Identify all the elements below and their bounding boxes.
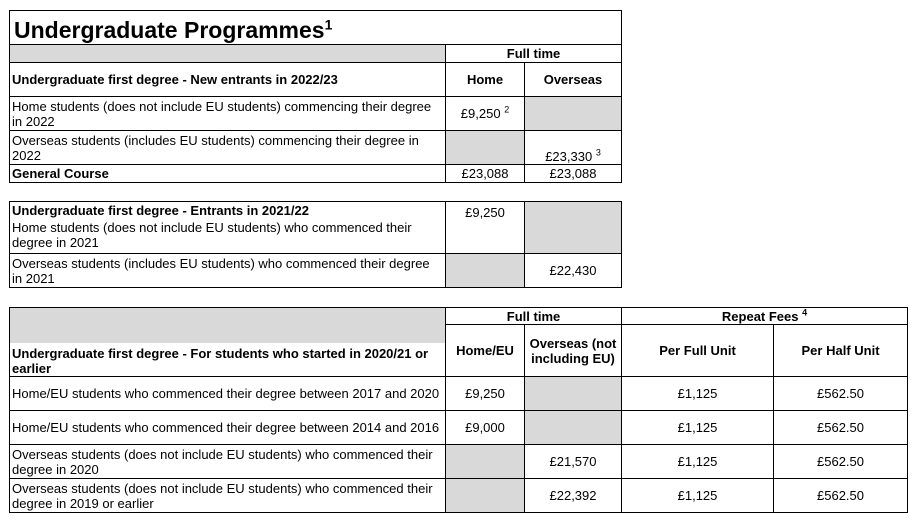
empty-cell — [446, 254, 525, 288]
full-unit-fee-cell: £1,125 — [622, 411, 774, 445]
footnote-marker: 3 — [595, 147, 601, 158]
table-row — [10, 377, 908, 411]
empty-cell — [525, 377, 622, 411]
col-header-overseas: Overseas — [525, 63, 622, 97]
table-row — [10, 131, 622, 165]
table-row — [10, 165, 622, 183]
overseas-fee-cell: £22,430 — [525, 254, 622, 288]
home-fee-cell: £9,250 — [446, 202, 525, 254]
col-header-per-full-unit: Per Full Unit — [622, 325, 774, 377]
table-row — [10, 479, 908, 513]
half-unit-fee-cell: £562.50 — [774, 411, 908, 445]
home-fee-cell: £9,000 — [446, 411, 525, 445]
col-header-overseas: Overseas (not including EU) — [525, 325, 622, 377]
row-header: Undergraduate first degree - New entrants in 2022/23 — [10, 63, 446, 97]
table-row — [10, 202, 622, 220]
full-unit-fee-cell: £1,125 — [622, 377, 774, 411]
col-header-home: Home — [446, 63, 525, 97]
overseas-fee-cell: £22,392 — [525, 479, 622, 513]
row-label: Home/EU students who commenced their degree between 2017 and 2020 — [10, 377, 446, 411]
continuing-students-table — [9, 307, 908, 513]
home-fee-cell: £9,250 $^2$ — [446, 97, 525, 131]
header-blank-cell — [10, 308, 446, 342]
home-fee-cell: £9,250 — [446, 377, 525, 411]
row-label: Home students (does not include EU students) who commenced their degree in 2021 — [10, 220, 446, 254]
empty-cell — [525, 97, 622, 131]
row-label: Overseas students (includes EU students) commencing their degree in 2022 — [10, 131, 446, 165]
footnote-marker: 2 — [504, 104, 510, 115]
footnote-marker: 4 — [802, 307, 808, 318]
page-title: Undergraduate Programmes$^1$ — [10, 11, 622, 45]
empty-cell — [446, 131, 525, 165]
full-unit-fee-cell: £1,125 — [622, 445, 774, 479]
row-label: Overseas students (does not include EU students) who commenced their degree in 2019 or earlier — [10, 479, 446, 513]
home-fee-cell: £23,088 — [446, 165, 525, 183]
overseas-fee-cell: £23,330 $^3$ — [525, 131, 622, 165]
repeat-fees-header: Repeat Fees $^4$ — [622, 308, 908, 325]
empty-cell — [446, 445, 525, 479]
row-label: General Course — [10, 165, 446, 183]
row-label: Home students (does not include EU students) commencing their degree in 2022 — [10, 97, 446, 131]
row-label: Overseas students (does not include EU students) who commenced their degree in 2020 — [10, 445, 446, 479]
full-unit-fee-cell: £1,125 — [622, 479, 774, 513]
empty-cell — [525, 202, 622, 254]
footnote-marker: 1 — [324, 15, 333, 32]
col-header-per-half-unit: Per Half Unit — [774, 325, 908, 377]
row-header: Undergraduate first degree - Entrants in 2021/22 — [10, 202, 446, 220]
empty-cell — [446, 479, 525, 513]
table-row — [10, 445, 908, 479]
new-entrants-table — [9, 10, 622, 183]
header-blank-cell — [10, 45, 446, 63]
overseas-fee-cell: £21,570 — [525, 445, 622, 479]
overseas-fee-cell: £23,088 — [525, 165, 622, 183]
table-row — [10, 411, 908, 445]
full-time-header: Full time — [446, 45, 622, 63]
table-row — [10, 97, 622, 131]
full-time-header: Full time — [446, 308, 622, 325]
half-unit-fee-cell: £562.50 — [774, 479, 908, 513]
col-header-home: Home/EU — [446, 325, 525, 377]
half-unit-fee-cell: £562.50 — [774, 445, 908, 479]
row-label: Overseas students (includes EU students) who commenced their degree in 2021 — [10, 254, 446, 288]
row-label: Home/EU students who commenced their degree between 2014 and 2016 — [10, 411, 446, 445]
empty-cell — [525, 411, 622, 445]
row-header: Undergraduate first degree - For students who started in 2020/21 or earlier — [10, 343, 446, 377]
entrants-2021-table — [9, 201, 622, 288]
table-row — [10, 254, 622, 288]
half-unit-fee-cell: £562.50 — [774, 377, 908, 411]
